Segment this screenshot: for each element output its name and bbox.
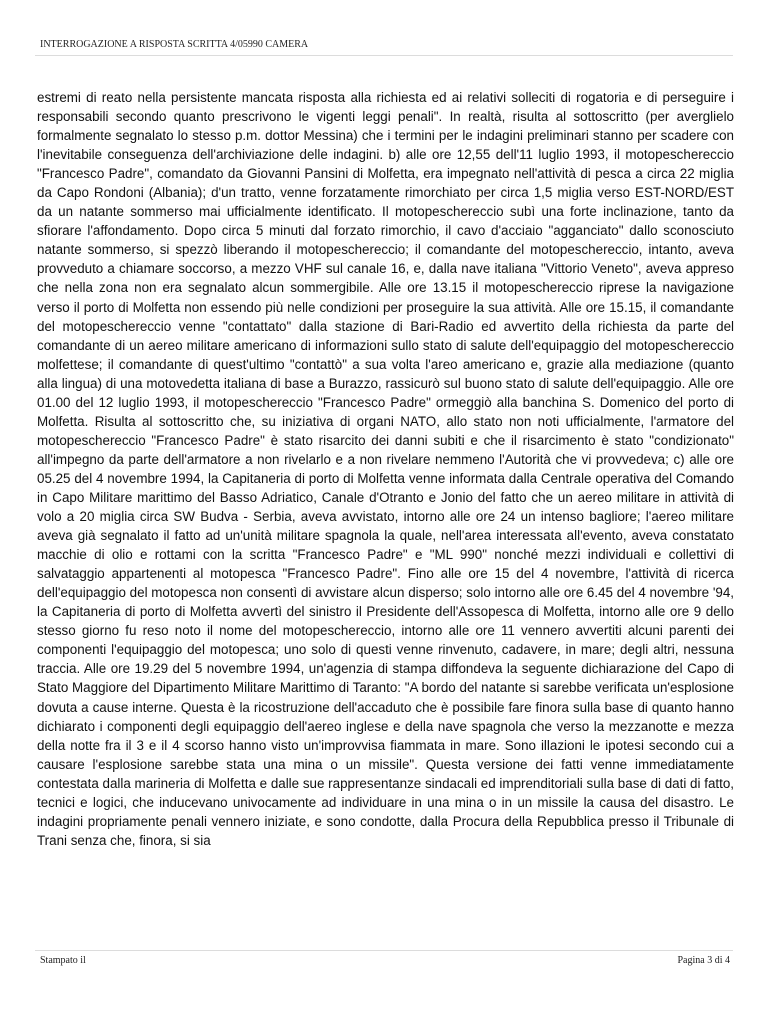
header-divider xyxy=(35,55,733,56)
footer-divider xyxy=(35,950,733,951)
document-header-title: INTERROGAZIONE A RISPOSTA SCRITTA 4/05990 CAMERA xyxy=(40,39,309,50)
document-body-text: estremi di reato nella persistente mancata risposta alla richiesta ed ai relativi solleciti di rogatoria e di perseguire i responsabili secondo quanto prescrivono le vigenti leggi penali". In realtà, risulta al sottoscritto (per averglielo formalmente segnalato lo stesso p.m. dottor Messina) che i termini per le indagini preliminari stanno per scadere con l'inevitabile conseguenza dell'archiviazione delle indagini. b) alle ore 12,55 dell'11 luglio 1993, il motopeschereccio "Francesco Padre", comandato da Giovanni Pansini di Molfetta, era impegnato nell'attività di pesca a circa 22 miglia da Capo Rondoni (Albania); d'un tratto, venne forzatamente rimorchiato per circa 1,5 miglia verso EST-NORD/EST da un natante sommerso mai ufficialmente identificato. Il motopeschereccio subì una forte inclinazione, tanto da sfiorare l'affondamento. Dopo circa 5 minuti dal forzato rimorchio, il cavo d'acciaio "agganciato" dallo sconosciuto natante sommerso, si spezzò liberando il motopeschereccio; il comandante del motopeschereccio, intanto, aveva provveduto a chiamare soccorso, a mezzo VHF sul canale 16, e, dalla nave italiana "Vittorio Veneto", aveva appreso che nella zona non era segnalato alcun sommergibile. Alle ore 13.15 il motopeschereccio riprese la navigazione verso il porto di Molfetta non essendo più nelle condizioni per proseguire la sua attività. Alle ore 15.15, il comandante del motopeschereccio venne "contattato" dalla stazione di Bari-Radio ed avvertito della richiesta da parte del comandante di un aereo militare americano di informazioni sullo stato di salute dell'equipaggio del motopeschereccio molfettese; il comandante di quest'ultimo "contattò" a sua volta l'areo americano e, grazie alla mediazione (quanto alla lingua) di una motovedetta italiana di base a Burazzo, rassicurò sul buono stato di salute dell'equipaggio. Alle ore 01.00 del 12 luglio 1993, il motopeschereccio "Francesco Padre" ormeggiò alla banchina S. Domenico del porto di Molfetta. Risulta al sottoscritto che, su iniziativa di organi NATO, allo stato non noti ufficialmente, l'armatore del motopeschereccio "Francesco Padre" è stato risarcito dei danni subiti e che il risarcimento è stato "condizionato" all'impegno da parte dell'armatore a non rivelarlo e a non rivelare nemmeno l'Autorità che vi provvedeva; c) alle ore 05.25 del 4 novembre 1994, la Capitaneria di porto di Molfetta venne informata dalla Centrale operativa del Comando in Capo Militare marittimo del Basso Adriatico, Canale d'Otranto e Jonio del fatto che un aereo militare in attività di volo a 20 miglia circa SW Budva - Serbia, aveva avvistato, intorno alle ore 24 un intenso bagliore; l'aereo militare aveva già segnalato il fatto ad un'unità militare spagnola la quale, nell'area interessata all'evento, aveva constatato macchie di olio e rottami con la scritta "Francesco Padre" e "ML 990" nonché mezzi individuali e collettivi di salvataggio appartenenti al motopesca "Francesco Padre". Fino alle ore 15 del 4 novembre, l'attività di ricerca dell'equipaggio del motopesca non consentì di avvistare alcun disperso; solo intorno alle ore 6.45 del 4 novembre '94, la Capitaneria di porto di Molfetta avvertì del sinistro il Presidente dell'Assopesca di Molfetta, intorno alle ore 9 dello stesso giorno fu reso noto il nome del motopeschereccio, intorno alle ore 11 vennero avvertiti alcuni parenti dei componenti l'equipaggio del motopesca; uno solo di questi venne rinvenuto, cadavere, in mare; degli altri, nessuna traccia. Alle ore 19.29 del 5 novembre 1994, un'agenzia di stampa diffondeva la seguente dichiarazione del Capo di Stato Maggiore del Dipartimento Militare Marittimo di Taranto: "A bordo del natante si sarebbe verificata un'esplosione dovuta a cause interne. Questa è la ricostruzione dell'accaduto che è possibile fare finora sulla base di quanto hanno dichiarato i componenti degli equipaggio dell'aereo inglese e della nave spagnola che verso la mezzanotte e mezza della notte fra il 3 e il 4 scorso hanno visto un'improvvisa fiammata in mare. Sono illazioni le ipotesi secondo cui a causare l'esplosione sarebbe stata una mina o un missile". Questa versione dei fatti venne immediatamente contestata dalla marineria di Molfetta e dalle sue rappresentanze sindacali ed imprenditoriali sulla base di dati di fatto, tecnici e logici, che inducevano univocamente ad individuare in una mina o in un missile la causa del disastro. Le indagini propriamente penali vennero iniziate, e sono condotte, dalla Procura della Repubblica presso il Tribunale di Trani senza che, finora, si sia xyxy=(37,90,734,848)
footer-page-number: Pagina 3 di 4 xyxy=(677,955,730,966)
footer-printed-label: Stampato il xyxy=(40,955,86,966)
